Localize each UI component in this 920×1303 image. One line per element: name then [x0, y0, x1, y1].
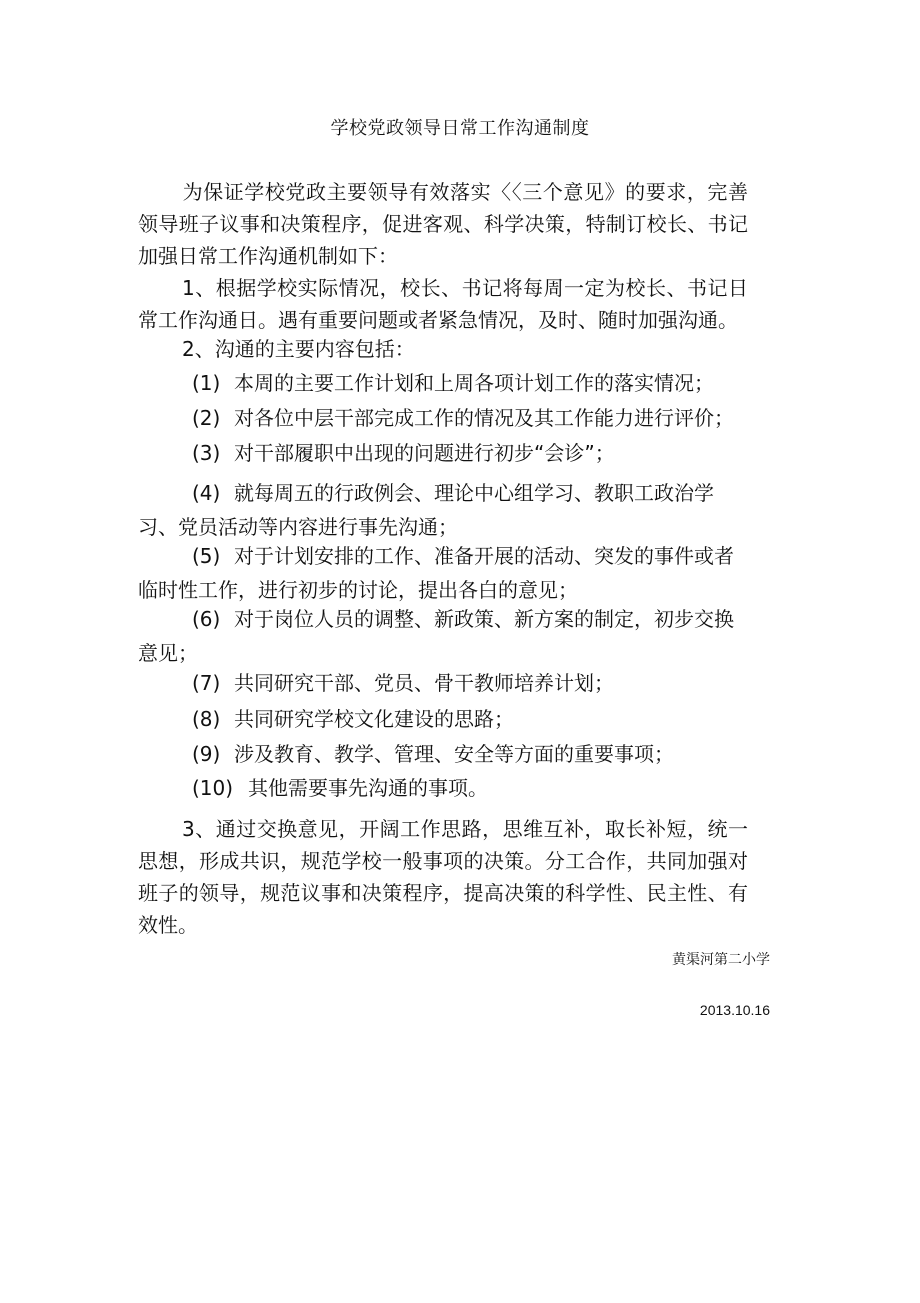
item-number: (2) — [192, 406, 221, 430]
list-item-2 — [138, 402, 748, 434]
intro-text: 为保证学校党政主要领导有效落实〈〈三个意见》的要求，完善领导班子议事和决策程序，促进客观、科学决策，特制订校长、书记加强日常工作沟通机制如下： — [138, 180, 748, 268]
item-text: 对各位中层干部完成工作的情况及其工作能力进行评价； — [234, 406, 734, 430]
item-text: 涉及教育、教学、管理、安全等方面的重要事项； — [234, 742, 674, 766]
list-item-7 — [138, 667, 748, 699]
item-number: (4) — [192, 481, 221, 505]
item-number: (10) — [192, 776, 234, 800]
item-text: 对于计划安排的工作、准备开展的活动、突发的事件或者临时性工作，进行初步的讨论，提出各白的意见； — [138, 544, 734, 602]
point-1-paragraph — [138, 272, 748, 336]
list-item-6 — [138, 602, 748, 670]
point-3-text: 3、通过交换意见，开阔工作思路，思维互补，取长补短，统一思想，形成共识，规范学校一般事项的决策。分工合作，共同加强对班子的领导，规范议事和决策程序，提高决策的科学性、民主性、有效性。 — [138, 817, 748, 937]
item-number: (9) — [192, 742, 221, 766]
list-item-5 — [138, 539, 748, 607]
list-item-4 — [138, 476, 748, 544]
item-text: 对干部履职中出现的问题进行初步“会诊”； — [234, 441, 615, 465]
list-item-1 — [138, 367, 748, 399]
item-number: (7) — [192, 671, 221, 695]
list-item-8 — [138, 703, 748, 735]
signature: 黄渠河第二小学 — [672, 952, 770, 968]
list-item-10 — [138, 772, 748, 804]
item-number: (5) — [192, 544, 221, 568]
item-number: (1) — [192, 371, 221, 395]
item-text: 对于岗位人员的调整、新政策、新方案的制定，初步交换意见； — [138, 607, 734, 665]
document-title: 学校党政领导日常工作沟通制度 — [330, 118, 590, 139]
item-text: 其他需要事先沟通的事项。 — [248, 776, 488, 800]
list-item-9 — [138, 738, 748, 770]
item-text: 就每周五的行政例会、理论中心组学习、教职工政治学习、党员活动等内容进行事先沟通； — [138, 481, 714, 539]
item-text: 共同研究学校文化建设的思路； — [234, 707, 514, 731]
item-number: (8) — [192, 707, 221, 731]
item-number: (6) — [192, 607, 221, 631]
point-2-paragraph — [138, 333, 748, 365]
item-number: (3) — [192, 441, 221, 465]
document-date: 2013.10.16 — [699, 1002, 770, 1018]
item-text: 共同研究干部、党员、骨干教师培养计划； — [234, 671, 614, 695]
point-3-paragraph — [138, 813, 748, 941]
point-1-text: 1、根据学校实际情况，校长、书记将每周一定为校长、书记日常工作沟通日。遇有重要问题或者紧急情况，及时、随时加强沟通。 — [138, 276, 748, 332]
item-text: 本周的主要工作计划和上周各项计划工作的落实情况； — [234, 371, 714, 395]
intro-paragraph — [138, 176, 748, 272]
point-2-text: 2、沟通的主要内容包括： — [182, 337, 415, 361]
list-item-3 — [138, 437, 748, 469]
